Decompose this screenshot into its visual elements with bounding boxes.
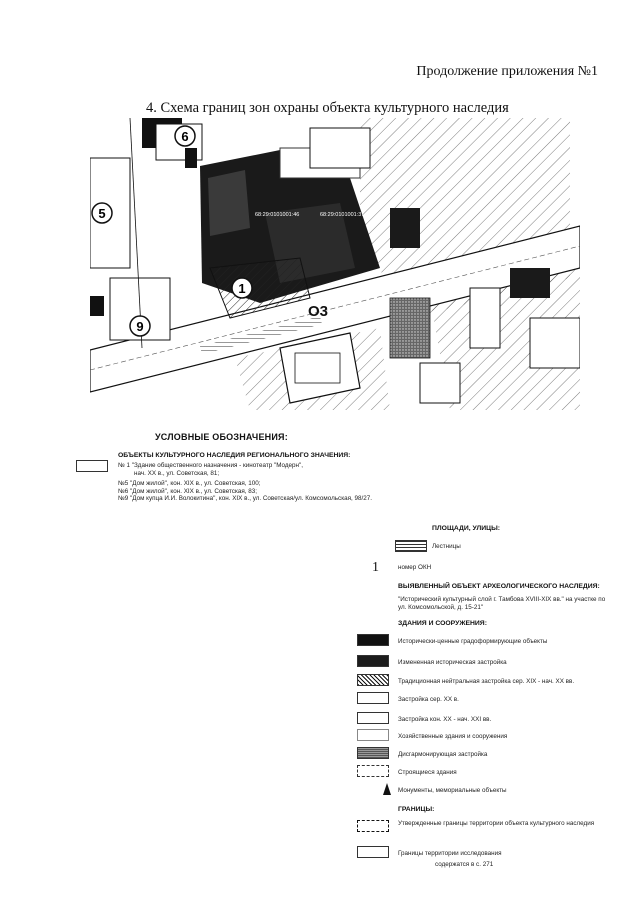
protection-zone-map [90, 118, 580, 410]
okn-marker-1 [232, 278, 252, 298]
svg-text:1: 1 [238, 281, 246, 296]
swatch-approved-border [357, 820, 389, 832]
okn-number-label: номер ОКН [398, 564, 432, 571]
swatch-traditional-neutral [357, 674, 389, 686]
swatch-research-border [357, 846, 389, 858]
swatch-utility [357, 729, 389, 741]
object-1-address: нач. XX в., ул. Советская, 81; [134, 469, 220, 477]
building-type-9: Монументы, мемориальные объекты [398, 787, 507, 794]
object-6: №6 "Дом жилой", кон. XIX в., ул. Советская, 83; [118, 487, 258, 495]
regional-heading: ОБЪЕКТЫ КУЛЬТУРНОГО НАСЛЕДИЯ РЕГИОНАЛЬНОГО ЗНАЧЕНИЯ: [118, 452, 351, 459]
appendix-label: Продолжение приложения №1 [416, 64, 598, 79]
okn-number-symbol: 1 [372, 560, 379, 575]
okn-marker-6 [175, 126, 195, 146]
archaeo-text: "Исторический культурный слой г. Тамбова XVIII-XIX вв." на участке по ул. Комсомольской, д. 15-21" [398, 596, 606, 611]
cadastral-number-2: 68:29:0101001:37 [320, 212, 365, 218]
border-type-2: Границы территории исследования [398, 850, 502, 857]
building-type-8: Строящиеся здания [398, 769, 457, 776]
borders-heading: ГРАНИЦЫ: [398, 806, 435, 813]
swatch-historic-valuable [357, 634, 389, 646]
monument-icon [383, 783, 391, 795]
legend-heading: УСЛОВНЫЕ ОБОЗНАЧЕНИЯ: [155, 432, 288, 442]
building-type-4: Застройка сер. XX в. [398, 696, 459, 703]
building-type-6: Хозяйственные здания и сооружения [398, 733, 508, 740]
zone-label: О3 [308, 303, 329, 320]
swatch-dissonant [357, 747, 389, 759]
cadastral-number-1: 68:29:0101001:46 [255, 212, 300, 218]
stairs-swatch [395, 540, 427, 552]
okn-marker-5 [92, 203, 112, 223]
footnote: содержатся в с. 271 [435, 861, 494, 868]
regional-swatch [76, 460, 108, 472]
border-type-1: Утвержденные границы территории объекта культурного наследия [398, 820, 595, 827]
building-type-1: Исторически-ценные градоформирующие объекты [398, 638, 548, 645]
swatch-under-construction [357, 765, 389, 777]
archaeo-heading: ВЫЯВЛЕННЫЙ ОБЪЕКТ АРХЕОЛОГИЧЕСКОГО НАСЛЕДИЯ: [398, 583, 600, 590]
buildings-heading: ЗДАНИЯ И СООРУЖЕНИЯ: [398, 620, 487, 627]
svg-text:9: 9 [136, 319, 144, 334]
okn-marker-9 [130, 316, 150, 336]
stairs-label: Лестницы [432, 543, 461, 550]
swatch-mid-20c [357, 692, 389, 704]
object-1: № 1 "Здание общественного назначения - кинотеатр "Модерн", [118, 462, 304, 469]
object-list [118, 462, 378, 503]
svg-text:6: 6 [181, 129, 189, 144]
object-9: №9 "Дом купца И.И. Волокитина", кон. XIX в., ул. Советская/ул. Комсомольская, 98/27. [118, 495, 373, 502]
scheme-title: 4. Схема границ зон охраны объекта культурного наследия [146, 100, 509, 116]
building-type-5: Застройка кон. XX - нач. XXI вв. [398, 716, 492, 723]
building-type-2: Измененная историческая застройка [398, 659, 507, 666]
building-type-3: Традиционная нейтральная застройка сер. XIX - нач. XX вв. [398, 678, 575, 685]
object-5: №5 "Дом жилой", кон. XIX в., ул. Советская, 100; [118, 480, 261, 487]
swatch-late-20c [357, 712, 389, 724]
svg-text:5: 5 [98, 206, 106, 221]
swatch-altered-historic [357, 655, 389, 667]
dissonant-building [390, 298, 430, 358]
building-type-7: Дисгармонирующая застройка [398, 751, 488, 758]
squares-heading: ПЛОЩАДИ, УЛИЦЫ: [432, 525, 501, 532]
